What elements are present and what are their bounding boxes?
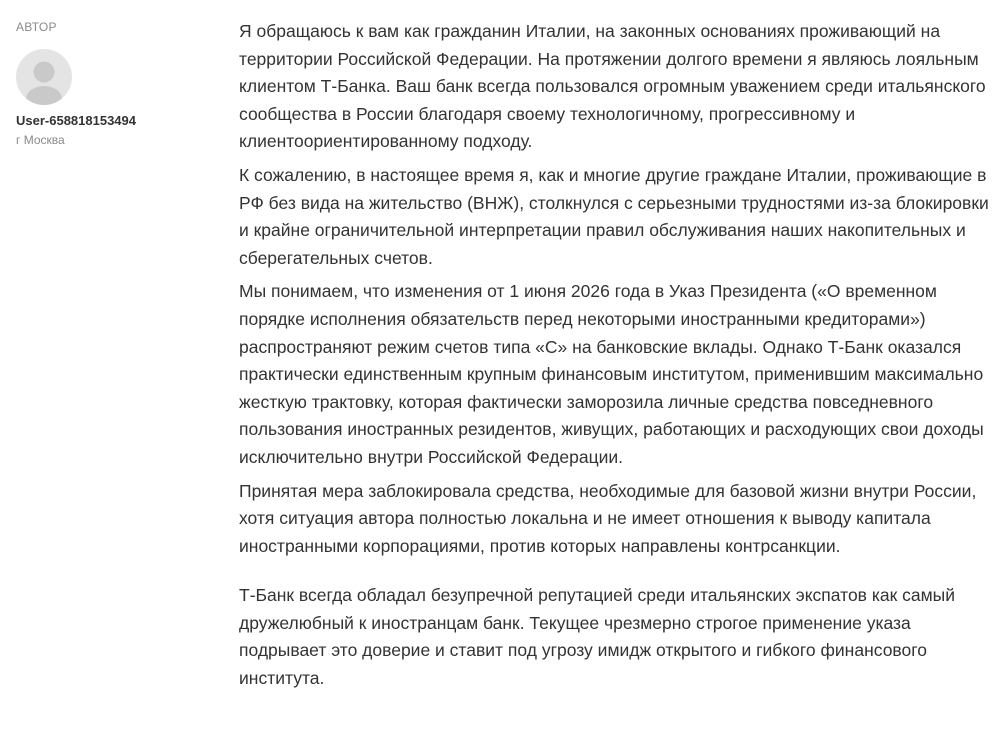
- user-silhouette-icon: [16, 49, 72, 105]
- author-panel: [16, 20, 216, 147]
- author-city: г Москва: [16, 133, 65, 147]
- author-username[interactable]: User-658818153494: [16, 113, 136, 128]
- post-paragraph: Принятая мера заблокировала средства, необходимые для базовой жизни внутри России, хотя ситуация автора полностью локальна и не имеет отношения к выводу капитала иностранными корпорациями, против которых направлены контрсанкции.: [239, 480, 977, 556]
- post-paragraph: Т-Банк всегда обладал безупречной репутацией среди итальянских экспатов как самый дружелюбный к иностранцам банк. Текущее чрезмерно строгое применение указа подрывает это доверие и ставит под угрозу имидж открытого и гибкого финансового института.: [239, 585, 956, 689]
- post-body: [239, 18, 991, 699]
- author-label: АВТОР: [16, 20, 57, 34]
- post-paragraph: К сожалению, в настоящее время я, как и многие другие граждане Италии, проживающие в РФ без вида на жительство (ВНЖ), столкнулся с серьезными трудностями из-за блокировки и крайне ограничительной интерпретации правил обслуживания наших накопительных и сберегательных счетов.: [239, 164, 989, 268]
- avatar[interactable]: [16, 49, 72, 105]
- post-paragraph: Мы понимаем, что изменения от 1 июня 2026 года в Указ Президента («О временном порядке исполнения обязательств перед некоторыми иностранными кредиторами») распространяют режим счетов типа «С» на банковские вклады. Однако Т-Банк оказался практически единственным крупным финансовым институтом, применившим максимально жесткую трактовку, которая фактически заморозила личные средства повседневного пользования иностранных резидентов, живущих, работающих и расходующих свои доходы исключительно внутри Российской Федерации.: [239, 281, 984, 467]
- post-paragraph: Я обращаюсь к вам как гражданин Италии, на законных основаниях проживающий на территории Российской Федерации. На протяжении долгого времени я являюсь лояльным клиентом Т-Банка. Ваш банк всегда пользовался огромным уважением среди итальянского сообщества в России благодаря своему технологичному, прогрессивному и клиентоориентированному подходу.: [239, 21, 986, 152]
